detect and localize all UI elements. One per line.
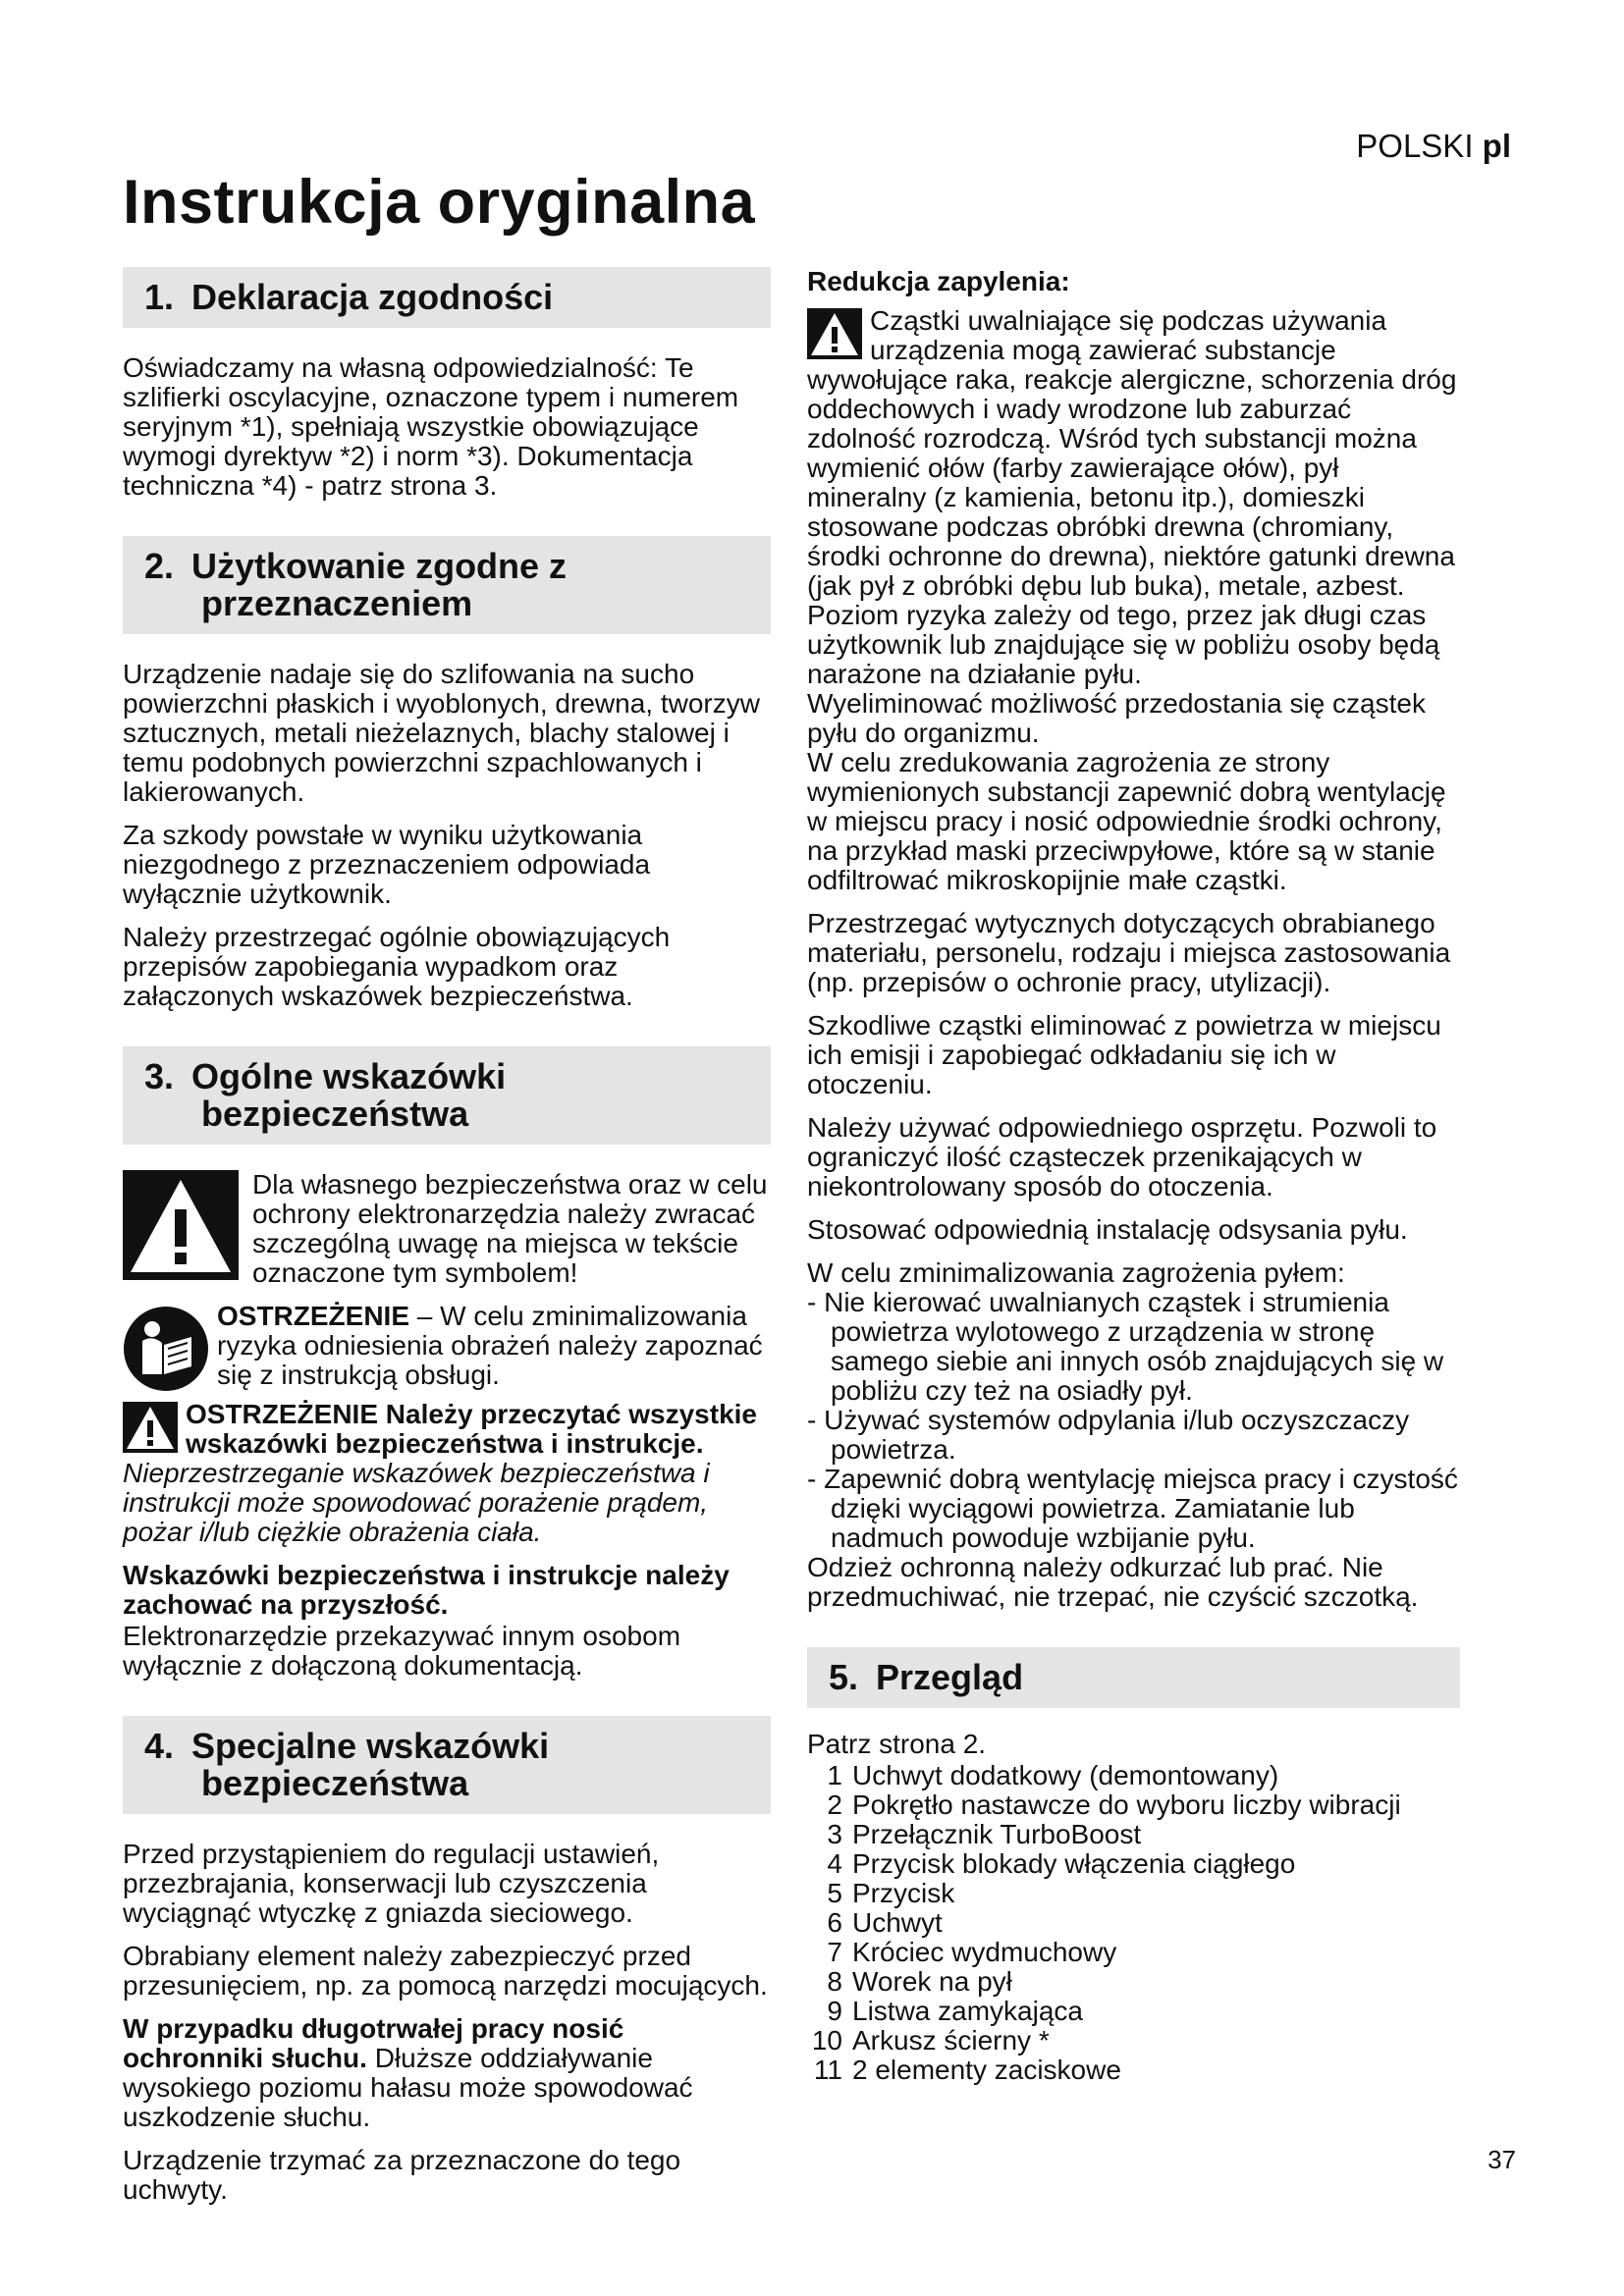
left-column xyxy=(123,267,771,2218)
list-item: 11 2 elementy zaciskowe xyxy=(813,2055,1121,2085)
dust-text-8: Stosować odpowiednią instalację odsysania pyłu. xyxy=(807,1214,1408,1245)
dust-text-6: Szkodliwe cząstki eliminować z powietrza w miejscu ich emisji i zapobiegać odkładaniu się ich w otoczeniu. xyxy=(807,1010,1441,1099)
section-4-text-2: Obrabiany element należy zabezpieczyć przed przesunięciem, np. za pomocą narzędzi mocujących. xyxy=(123,1941,768,2001)
list-item: 4 Przycisk blokady włączenia ciągłego xyxy=(827,1848,1296,1879)
warning-triangle-small-icon xyxy=(123,1402,178,1453)
keep-instructions-text: Wskazówki bezpieczeństwa i instrukcje należy zachować na przyszłość. xyxy=(123,1560,730,1620)
list-item: 6 Uchwyt xyxy=(827,1907,943,1938)
pass-on-instructions-text: Elektronarzędzie przekazywać innym osobom wyłącznie z dołączoną dokumentacją. xyxy=(123,1621,681,1681)
safety-warning-text: Dla własnego bezpieczeństwa oraz w celu ochrony elektronarzędzia należy zwracać szczególną uwagę na miejsca w tekście oznaczone tym symbolem! xyxy=(252,1169,768,1288)
dust-bullet-2: - Używać systemów odpylania i/lub oczyszczaczy powietrza. xyxy=(807,1405,1410,1465)
dust-text-2: Poziom ryzyka zależy od tego, przez jak długi czas użytkownik lub znajdujące się w pobliżu osoby będą narażone na działanie pyłu. xyxy=(807,600,1440,689)
overview-parts-list xyxy=(807,1761,1460,2085)
list-item: 8 Worek na pył xyxy=(827,1966,1012,1997)
dust-reduction-heading: Redukcja zapylenia: xyxy=(807,266,1070,296)
warning-triangle-icon xyxy=(123,1170,239,1280)
dust-text-10: Odzież ochronną należy odkurzać lub prać. Nie przedmuchiwać, nie trzepać, nie czyścić szczotką. xyxy=(807,1552,1419,1612)
section-4-text-1: Przed przystąpieniem do regulacji ustawień, przezbrajania, konserwacji lub czyszczenia wyciągnąć wtyczkę z gniazda sieciowego. xyxy=(123,1839,660,1928)
dust-text-3: Wyeliminować możliwość przedostania się cząstek pyłu do organizmu. xyxy=(807,688,1426,748)
language-label: POLSKI xyxy=(1356,128,1474,164)
read-manual-text: – W celu zminimalizowania ryzyka odniesienia obrażeń należy zapoznać się z instrukcją obsługi. xyxy=(217,1301,763,1390)
section-2-text-1: Urządzenie nadaje się do szlifowania na sucho powierzchni płaskich i wyoblonych, drewna, tworzyw sztucznych, metali nieżelaznych, blachy stalowej i temu podobnych powierzchni szpachlowanych i lakierowanych. xyxy=(123,659,760,807)
language-code: pl xyxy=(1482,128,1511,164)
dust-bullet-3: - Zapewnić dobrą wentylację miejsca pracy i czystość dzięki wyciągowi powietrza. Zamiatanie lub nadmuch powoduje wzbijanie pyłu. xyxy=(807,1464,1458,1553)
list-item: 3 Przełącznik TurboBoost xyxy=(827,1819,1142,1849)
read-manual-icon xyxy=(123,1306,209,1392)
dust-text-9: W celu zminimalizowania zagrożenia pyłem: xyxy=(807,1257,1345,1288)
read-manual-warning-label: OSTRZEŻENIE xyxy=(217,1301,410,1331)
dust-text-4: W celu zredukowania zagrożenia ze strony wymienionych substancji zapewnić dobrą wentylację w miejscu pracy i nosić odpowiednie środki ochrony, na przykład maski przeciwpyłowe, które są w stanie odfiltrować mikroskopijnie małe cząstki. xyxy=(807,747,1446,895)
safety-warning-block xyxy=(123,1170,771,1288)
section-2-heading: 2. Użytkowanie zgodne z przeznaczeniem xyxy=(123,536,771,634)
dust-text-5: Przestrzegać wytycznych dotyczących obrabianego materiału, personelu, rodzaju i miejsca zastosowania (np. przepisów o ochronie pracy, utylizacji). xyxy=(807,908,1451,997)
list-item: 7 Króciec wydmuchowy xyxy=(827,1937,1117,1967)
language-tag xyxy=(1356,128,1511,165)
dust-text-7: Należy używać odpowiedniego osprzętu. Pozwoli to ograniczyć ilość cząsteczek przenikających w niekontrolowany sposób do otoczenia. xyxy=(807,1112,1437,1201)
section-2-text-2: Za szkody powstałe w wyniku użytkowania niezgodnego z przeznaczeniem odpowiada wyłącznie użytkownik. xyxy=(123,820,651,909)
section-1-text: Oświadczamy na własną odpowiedzialność: Te szlifierki oscylacyjne, oznaczone typem i numerem seryjnym *1), spełniają wszystkie obowiązujące wymogi dyrektyw *2) i norm *3). Dokumentacja techniczna *4) - patrz strona 3. xyxy=(123,352,739,501)
read-manual-block xyxy=(123,1302,771,1390)
right-column xyxy=(807,267,1460,2085)
list-item: 1 Uchwyt dodatkowy (demontowany) xyxy=(827,1760,1279,1790)
warning-triangle-small-icon xyxy=(807,308,862,359)
read-instructions-warning: OSTRZEŻENIE Należy przeczytać wszystkie wskazówki bezpieczeństwa i instrukcje. Nieprzestrzeganie wskazówek bezpieczeństwa i instrukcji może spowodować porażenie prądem, pożar i/lub ciężkie obrażenia ciała. xyxy=(123,1399,757,1547)
section-4-text-3: W przypadku długotrwałej pracy nosić ochronniki słuchu. Dłuższe oddziaływanie wysokiego poziomu hałasu może spowodować uszkodzenie słuchu. xyxy=(123,2013,693,2132)
page-number: 37 xyxy=(1488,2145,1516,2174)
list-item: 9 Listwa zamykająca xyxy=(827,1996,1083,2026)
section-3-heading: 3. Ogólne wskazówki bezpieczeństwa xyxy=(123,1046,771,1145)
page-title: Instrukcja oryginalna xyxy=(123,168,756,237)
section-4-text-4: Urządzenie trzymać za przeznaczone do tego uchwyty. xyxy=(123,2145,681,2205)
list-item: 10 Arkusz ścierny * xyxy=(811,2025,1050,2056)
list-item: 2 Pokrętło nastawcze do wyboru liczby wibracji xyxy=(827,1789,1401,1820)
section-2-text-3: Należy przestrzegać ogólnie obowiązujących przepisów zapobiegania wypadkom oraz załączonych wskazówek bezpieczeństwa. xyxy=(123,922,671,1011)
overview-intro: Patrz strona 2. xyxy=(807,1729,987,1759)
list-item: 5 Przycisk xyxy=(827,1878,955,1908)
section-4-heading: 4. Specjalne wskazówki bezpieczeństwa xyxy=(123,1716,771,1814)
section-1-heading: 1. Deklaracja zgodności xyxy=(123,267,771,328)
dust-bullet-1: - Nie kierować uwalnianych cząstek i strumienia powietrza wylotowego z urządzenia w stronę samego siebie ani innych osób znajdujących się w pobliżu czy też na osiadły pył. xyxy=(807,1287,1444,1406)
section-5-heading: 5. Przegląd xyxy=(807,1647,1460,1708)
dust-text-1: Cząstki uwalniające się podczas używania urządzenia mogą zawierać substancje wywołujące raka, reakcje alergiczne, schorzenia dróg oddechowych i wady wrodzone lub zaburzać zdolność rozrodczą. Wśród tych substancji można wymienić ołów (farby zawierające ołów), pył mineralny (z kamienia, betonu itp.), domieszki stosowane podczas obróbki drewna (chromiany, środki ochronne do drewna), niektóre gatunki drewna (jak pył z obróbki dębu lub buka), metale, azbest. xyxy=(807,305,1457,601)
